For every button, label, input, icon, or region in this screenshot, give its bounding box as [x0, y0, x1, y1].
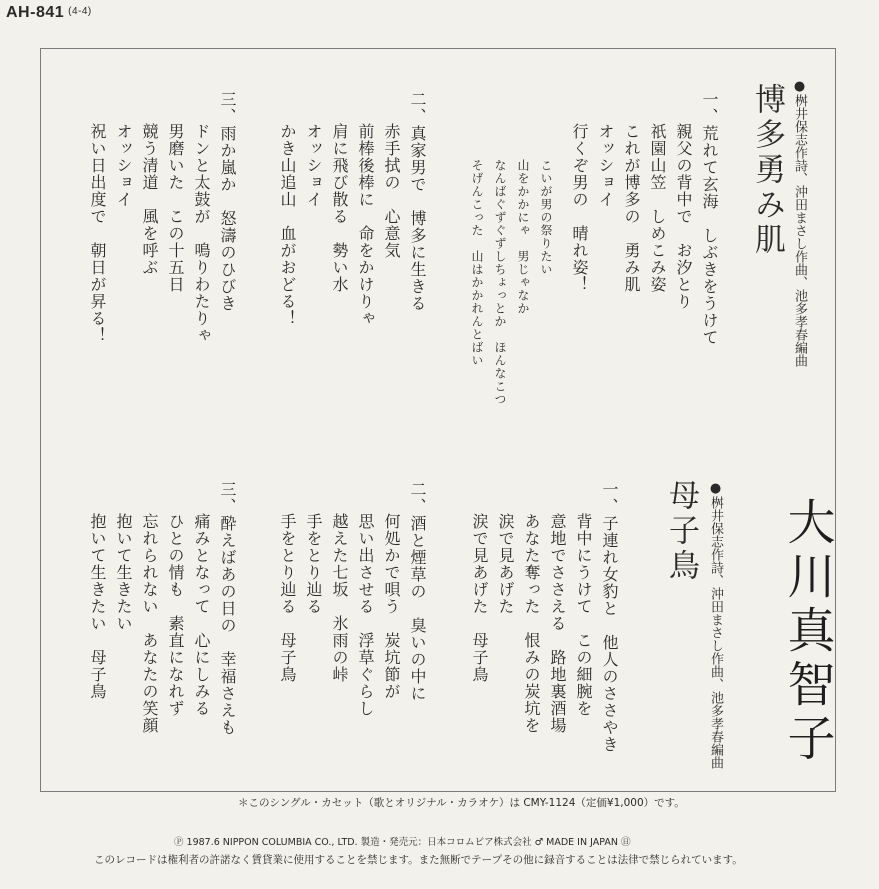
song1-refrain-line3: なんばぐずぐずしちょっとか ほんなこつ: [493, 159, 507, 406]
song2-v3-line1: 三、酔えばあの日の 幸福さえも: [218, 481, 237, 736]
song1-v1-line6: 行くぞ男の 晴れ姿！: [570, 123, 589, 293]
song2-v3-line4: 忘れられない あなたの笑顔: [140, 513, 159, 734]
song1-v3-line4: 競う清道 風を呼ぶ: [140, 123, 159, 276]
song2-v1-line2: 背中にうけて この細腕を: [574, 513, 593, 717]
song1-refrain-line2: 山をかかにゃ 男じゃなか: [516, 159, 530, 315]
song2-v2-line1: 二、酒と煙草の 臭いの中に: [408, 481, 427, 702]
song1-v1-line2: 親父の背中で お汐とり: [674, 123, 693, 310]
song2-v2-line4: 越えた七坂 氷雨の峠: [330, 513, 349, 683]
song2-v3-line2: 痛みとなって 心にしみる: [192, 513, 211, 717]
song1-v3-line6: 祝い日出度で 朝日が昇る！: [88, 123, 107, 344]
rights-notice: このレコードは権利者の許諾なく賃貸業に使用することを禁じます。また無断でテープその他に録音することは法律で禁じられています。: [94, 854, 743, 866]
song1-refrain-line4: そげんこった 山はかかれんとばい: [470, 159, 484, 367]
song2-v1-line4: あなた奪った 恨みの炭坑を: [522, 513, 541, 734]
song1-title: 博多勇み肌: [749, 83, 785, 258]
song2-v1-line6: 涙で見あげた 母子鳥: [470, 513, 489, 683]
catalog-number: [6, 4, 92, 22]
song1-v3-line1: 三、雨か嵐か 怒濤のひびき: [218, 91, 237, 312]
song1-credit: ●桝井保志作詩、沖田まさし作曲、池多孝春編曲: [792, 79, 807, 367]
lyrics-panel: [40, 48, 836, 792]
song2-v2-line6: 手をとり辿る 母子鳥: [278, 513, 297, 683]
song1-v3-line5: オッショイ: [114, 123, 133, 208]
song1-v3-line2: ドンと太鼓が 鳴りわたりゃ: [192, 123, 211, 344]
song2-credit: ●桝井保志作詩、沖田まさし作曲、池多孝春編曲: [708, 481, 723, 769]
song2-v1-line5: 涙で見あげた: [496, 513, 515, 615]
song1-v2-line2: 赤手拭の 心意気: [382, 123, 401, 259]
cassette-note: ＊このシングル・カセット（歌とオリジナル・カラオケ）は CMY-1124（定価¥1,000）です。: [238, 797, 685, 809]
song1-v1-line4: これが博多の 勇み肌: [622, 123, 641, 293]
song1-v1-line5: オッショイ: [596, 123, 615, 208]
song2-v2-line3: 思い出させる 浮草ぐらし: [356, 513, 375, 717]
artist-name: 大川真智子: [779, 497, 835, 767]
song2-v3-line6: 抱いて生きたい 母子鳥: [88, 513, 107, 700]
song1-v1-line3: 祇園山笠 しめこみ姿: [648, 123, 667, 293]
catalog-sub: (4-4): [68, 6, 92, 17]
song2-title: 母子鳥: [663, 479, 699, 584]
song2-v2-line2: 何処かで唄う 炭坑節が: [382, 513, 401, 700]
song1-v2-line4: 肩に飛び散る 勢い水: [330, 123, 349, 293]
publisher-line: Ⓟ 1987.6 NIPPON COLUMBIA CO., LTD. 製造・発売元：日本コロムビア株式会社 ♂ MADE IN JAPAN ㊐: [174, 837, 631, 848]
song1-v3-line3: 男磨いた この十五日: [166, 123, 185, 293]
song2-v1-line3: 意地でささえる 路地裏酒場: [548, 513, 567, 734]
song1-v2-line3: 前棒後棒に 命をかけりゃ: [356, 123, 375, 327]
song2-v3-line5: 抱いて生きたい: [114, 513, 133, 632]
song1-v2-line6: かき山追山 血がおどる！: [278, 123, 297, 327]
catalog-code: AH-841: [6, 4, 65, 21]
song2-v2-line5: 手をとり辿る: [304, 513, 323, 615]
song2-v1-line1: 一、子連れ女豹と 他人のささやき: [600, 481, 619, 753]
song1-v2-line1: 二、真家男で 博多に生きる: [408, 91, 427, 312]
song1-v1-line1: 一、荒れて玄海 しぶきをうけて: [700, 91, 719, 346]
song1-v2-line5: オッショイ: [304, 123, 323, 208]
song1-refrain-line1: こいが男の祭りたい: [539, 159, 553, 276]
song2-v3-line3: ひとの情も 素直になれず: [166, 513, 185, 717]
